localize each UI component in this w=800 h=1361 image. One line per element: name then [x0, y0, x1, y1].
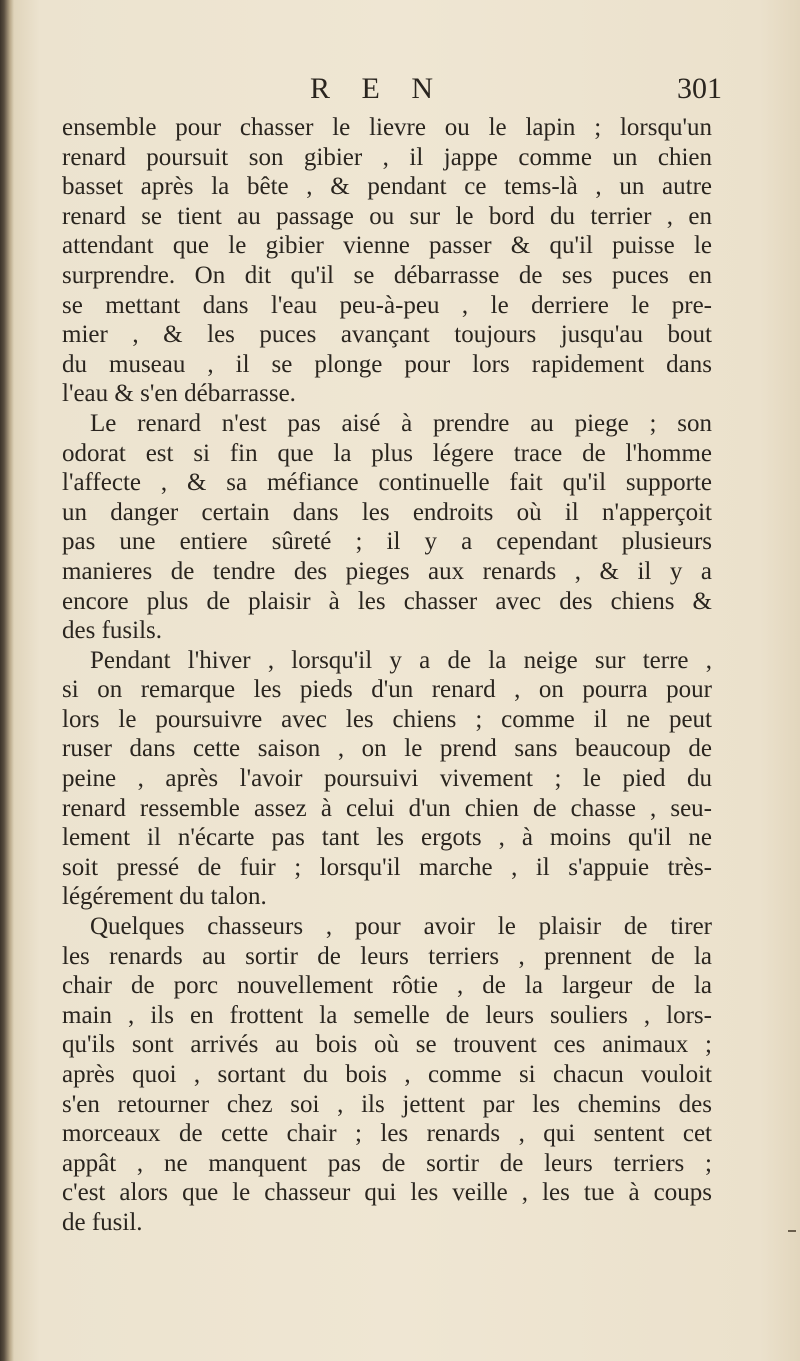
text-line: de fusil. — [62, 1208, 143, 1236]
running-head: R E N — [310, 72, 445, 105]
text-line: morceaux de cette chair ; les renards , qui sentent cet — [62, 1120, 712, 1148]
text-line: lement il n'écarte pas tant les ergots , à moins qu'il ne — [62, 824, 712, 852]
text-line: pas une entiere sûreté ; il y a cependant plusieurs — [62, 528, 712, 556]
body-text — [62, 113, 712, 1238]
text-line: des fusils. — [62, 617, 162, 645]
text-line: renard poursuit son gibier , il jappe comme un chien — [62, 143, 712, 171]
text-line: odorat est si fin que la plus légere trace de l'homme — [62, 439, 712, 467]
text-line: lors le poursuivre avec les chiens ; comme il ne peut — [62, 705, 712, 733]
text-line: légérement du talon. — [62, 883, 267, 911]
text-line: surprendre. On dit qu'il se débarrasse de ses puces en — [62, 261, 712, 289]
text-line: chair de porc nouvellement rôtie , de la largeur de la — [62, 972, 712, 1000]
text-line: mier , & les puces avançant toujours jusqu'au bout — [62, 321, 712, 349]
text-line: l'eau & s'en débarrasse. — [62, 380, 296, 408]
page-header — [60, 72, 750, 112]
text-line: main , ils en frottent la semelle de leurs souliers , lors- — [62, 1001, 712, 1029]
text-line: attendant que le gibier vienne passer & qu'il puisse le — [62, 232, 712, 260]
text-line: encore plus de plaisir à les chasser avec des chiens & — [62, 587, 712, 615]
text-line: s'en retourner chez soi , ils jettent par les chemins des — [62, 1090, 712, 1118]
margin-mark — [788, 1230, 796, 1232]
text-line: soit pressé de fuir ; lorsqu'il marche , il s'appuie très- — [62, 853, 712, 881]
text-line: si on remarque les pieds d'un renard , on pourra pour — [62, 676, 712, 704]
paragraph-start: Quelques chasseurs , pour avoir le plaisir de tirer — [90, 913, 712, 941]
paragraph-start: Le renard n'est pas aisé à prendre au piege ; son — [90, 409, 712, 437]
page-number: 301 — [677, 72, 722, 105]
text-line: renard se tient au passage ou sur le bord du terrier , en — [62, 202, 712, 230]
text-line: c'est alors que le chasseur qui les veille , les tue à coups — [62, 1179, 712, 1207]
text-line: ensemble pour chasser le lievre ou le lapin ; lorsqu'un — [62, 114, 712, 141]
book-gutter — [0, 0, 14, 1361]
text-line: ruser dans cette saison , on le prend sans beaucoup de — [62, 735, 712, 763]
text-line: basset après la bête , & pendant ce tems-là , un autre — [62, 173, 712, 201]
text-line: renard ressemble assez à celui d'un chien de chasse , seu- — [62, 794, 712, 822]
text-line: manieres de tendre des pieges aux renards , & il y a — [62, 557, 712, 585]
text-line: après quoi , sortant du bois , comme si chacun vouloit — [62, 1061, 712, 1088]
text-line: peine , après l'avoir poursuivi vivement ; le pied du — [62, 765, 712, 793]
text-line: se mettant dans l'eau peu-à-peu , le derriere le pre- — [62, 291, 712, 319]
paragraph-start: Pendant l'hiver , lorsqu'il y a de la neige sur terre , — [90, 646, 712, 674]
text-line: un danger certain dans les endroits où il n'apperçoit — [62, 498, 712, 526]
text-line: qu'ils sont arrivés au bois où se trouvent ces animaux ; — [62, 1031, 712, 1059]
text-line: appât , ne manquent pas de sortir de leurs terriers ; — [62, 1149, 712, 1177]
text-line: du museau , il se plonge pour lors rapidement dans — [62, 350, 712, 378]
text-line: les renards au sortir de leurs terriers , prennent de la — [62, 942, 712, 970]
text-line: l'affecte , & sa méfiance continuelle fait qu'il supporte — [62, 469, 712, 497]
